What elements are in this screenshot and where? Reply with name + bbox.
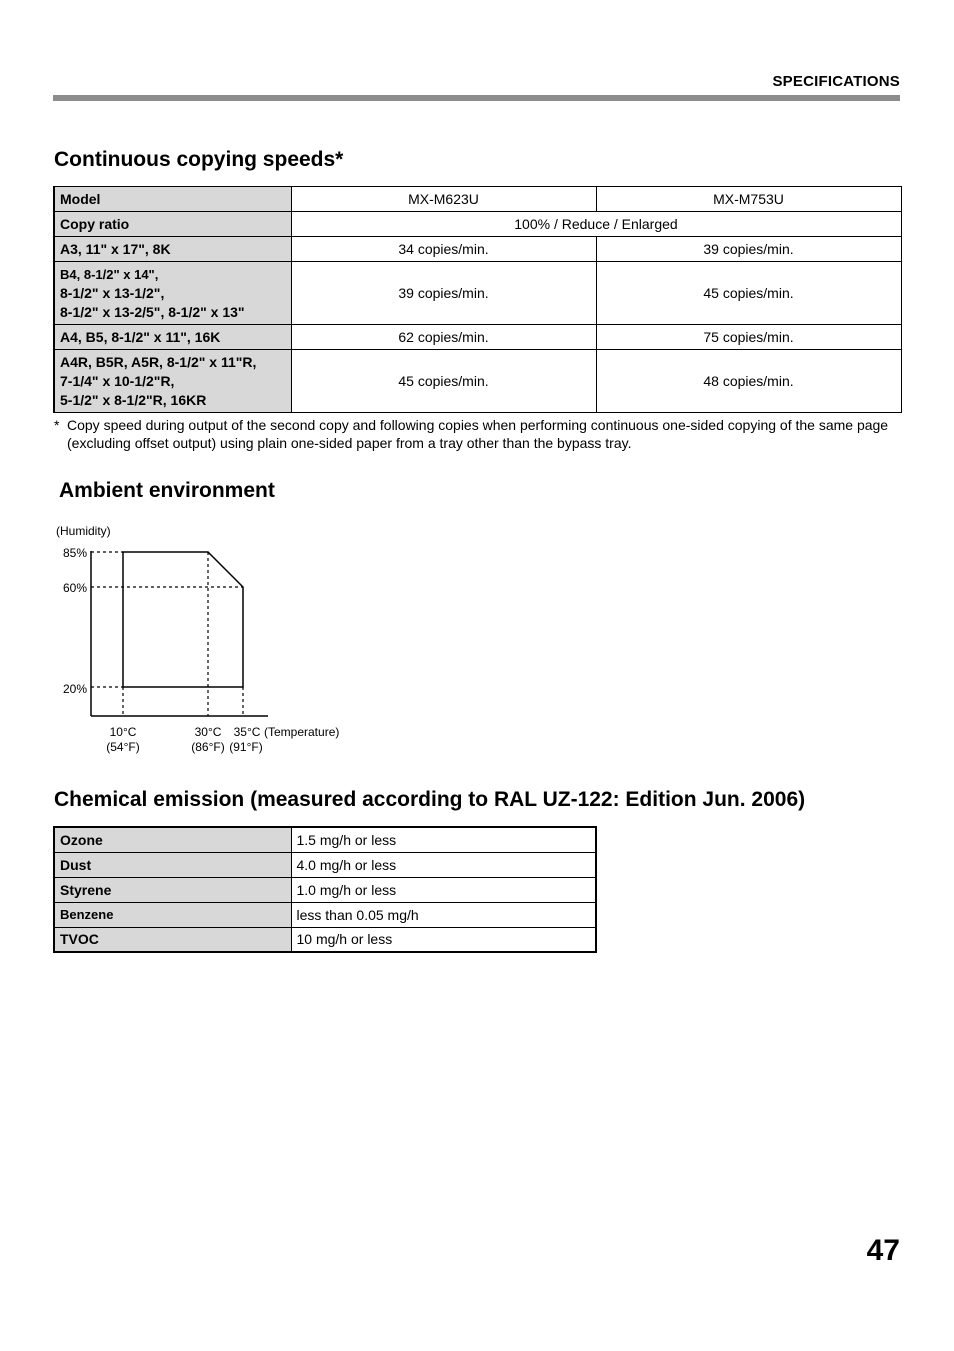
a4r-label-line-3: 5-1/2" x 8-1/2"R, 16KR [60, 391, 207, 408]
row-header-a4r [54, 350, 291, 413]
copying-speeds-table [53, 186, 902, 413]
x-tick-30c: 30°C [194, 725, 222, 739]
table-row [54, 827, 596, 852]
x-tick-86f: (86°F) [191, 740, 225, 754]
table-row [54, 877, 596, 902]
emission-value-tvoc: 10 mg/h or less [291, 927, 596, 952]
emission-label-dust: Dust [54, 852, 291, 877]
chemical-emission-title: Chemical emission (measured according to RAL UZ-122: Edition Jun. 2006) [54, 788, 806, 811]
row-header-a3: A3, 11" x 17", 8K [54, 237, 291, 262]
table-row [54, 325, 901, 350]
header-rule [53, 95, 900, 101]
footnote-text: Copy speed during output of the second copy and following copies when performing continuous one-sided copying of the same page (excluding offset output) using plain one-sided paper from a tray other than the bypass tray. [67, 417, 889, 451]
table-row [54, 927, 596, 952]
ambient-environment-title: Ambient environment [59, 479, 275, 502]
a4r-col2: 48 copies/min. [596, 350, 901, 413]
emission-value-styrene: 1.0 mg/h or less [291, 877, 596, 902]
row-header-b4 [54, 262, 291, 325]
a3-col1: 34 copies/min. [291, 237, 596, 262]
a4-col1: 62 copies/min. [291, 325, 596, 350]
table-row [54, 187, 901, 212]
footnote [54, 416, 900, 452]
b4-col1: 39 copies/min. [291, 262, 596, 325]
b4-label-line-3: 8-1/2" x 13-2/5", 8-1/2" x 13" [60, 303, 245, 320]
x-tick-91f: (91°F) [229, 740, 263, 754]
a4r-label-line-2: 7-1/4" x 10-1/2"R, [60, 372, 175, 389]
b4-label-line-1: B4, 8-1/2" x 14", [60, 266, 159, 282]
x-tick-35c: 35°C [233, 725, 261, 739]
table-row [54, 350, 901, 413]
model-col1: MX-M623U [291, 187, 596, 212]
y-tick-20: 20% [62, 682, 87, 696]
emission-label-benzene: Benzene [54, 902, 291, 927]
x-tick-10c: 10°C [109, 725, 137, 739]
b4-label-line-2: 8-1/2" x 13-1/2", [60, 284, 165, 301]
footnote-mark: * [54, 417, 60, 433]
emission-value-dust: 4.0 mg/h or less [291, 852, 596, 877]
copy-ratio-value: 100% / Reduce / Enlarged [291, 212, 901, 237]
table-row [54, 902, 596, 927]
y-tick-60: 60% [62, 581, 87, 595]
table-row [54, 212, 901, 237]
humidity-axis-label: (Humidity) [56, 524, 111, 538]
table-row [54, 237, 901, 262]
emission-label-ozone: Ozone [54, 827, 291, 852]
model-col2: MX-M753U [596, 187, 901, 212]
a4r-label-line-1: A4R, B5R, A5R, 8-1/2" x 11"R, [60, 353, 257, 370]
row-header-model: Model [54, 187, 291, 212]
reference-guides [91, 552, 243, 716]
operating-range-area [123, 552, 243, 687]
running-header: SPECIFICATIONS [772, 73, 900, 90]
b4-col2: 45 copies/min. [596, 262, 901, 325]
a4-col2: 75 copies/min. [596, 325, 901, 350]
table-row [54, 262, 901, 325]
temperature-axis-label: (Temperature) [264, 725, 340, 739]
emission-value-ozone: 1.5 mg/h or less [291, 827, 596, 852]
emission-label-styrene: Styrene [54, 877, 291, 902]
a4r-col1: 45 copies/min. [291, 350, 596, 413]
emission-label-tvoc: TVOC [54, 927, 291, 952]
a3-col2: 39 copies/min. [596, 237, 901, 262]
x-tick-54f: (54°F) [106, 740, 140, 754]
chemical-emission-table [53, 826, 597, 953]
ambient-environment-graph [40, 515, 360, 760]
continuous-copying-title: Continuous copying speeds* [54, 148, 344, 171]
row-header-a4: A4, B5, 8-1/2" x 11", 16K [54, 325, 291, 350]
emission-value-benzene: less than 0.05 mg/h [291, 902, 596, 927]
row-header-copy-ratio: Copy ratio [54, 212, 291, 237]
table-row [54, 852, 596, 877]
y-tick-85: 85% [62, 546, 87, 560]
page-number: 47 [866, 1234, 900, 1267]
